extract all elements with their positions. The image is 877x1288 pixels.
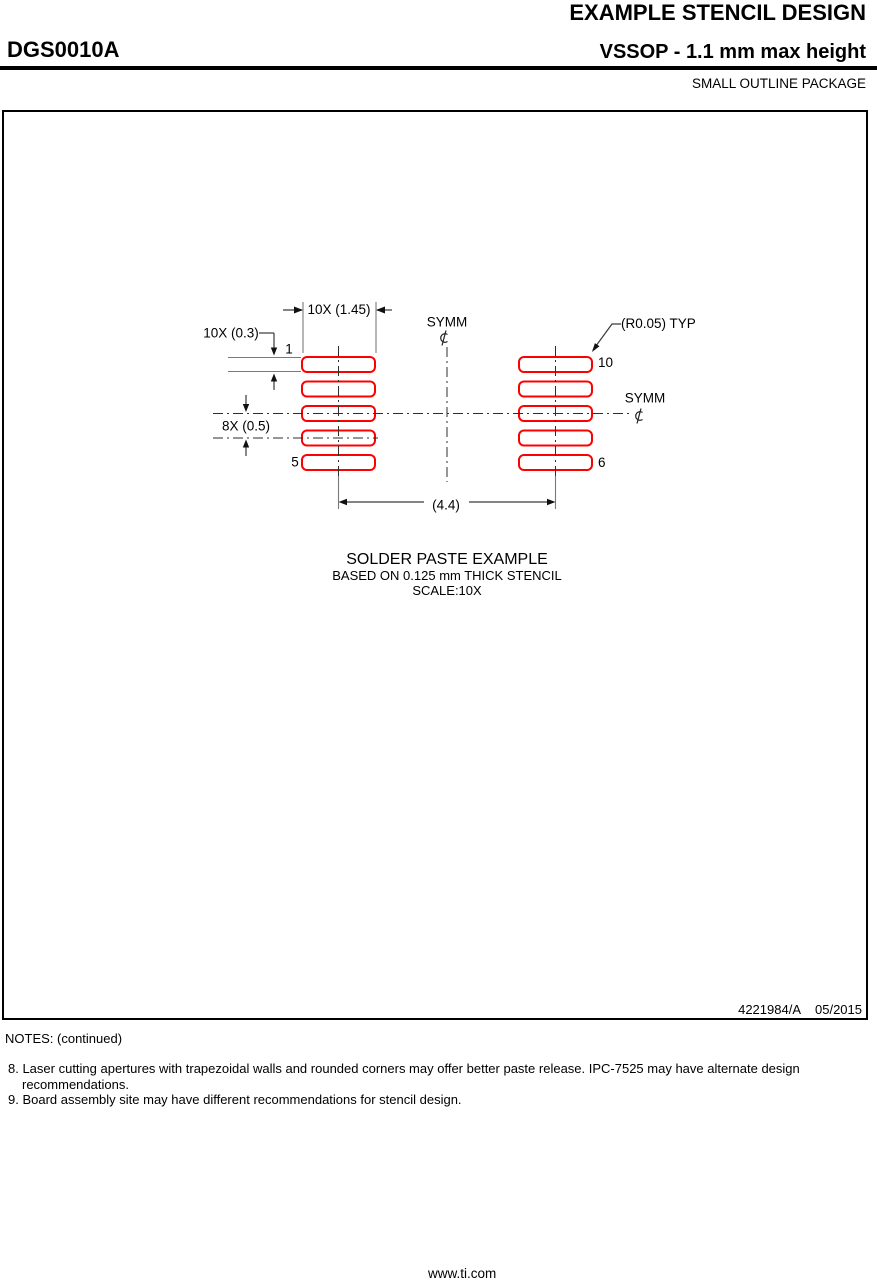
doc-number-date: 05/2015 bbox=[815, 1002, 862, 1017]
package-code: DGS0010A bbox=[7, 37, 120, 62]
pin-1-label: 1 bbox=[285, 341, 293, 357]
extension-lines bbox=[228, 302, 556, 509]
pin-10-label: 10 bbox=[598, 355, 614, 370]
note-item-9: 9. Board assembly site may have different recommendations for stencil design. bbox=[8, 1092, 462, 1107]
package-subtitle: VSSOP - 1.1 mm max height bbox=[599, 41, 866, 63]
doc-number-id: 4221984/A bbox=[738, 1002, 801, 1017]
centerline-symbol-icon bbox=[636, 409, 643, 424]
dim-pad-height-label: 10X (0.3) bbox=[203, 325, 259, 341]
symm-top-label: SYMM bbox=[426, 314, 468, 330]
package-type-label: SMALL OUTLINE PACKAGE bbox=[691, 76, 866, 91]
caption-scale: SCALE:10X bbox=[412, 583, 482, 598]
dim-pitch-label: 8X (0.5) bbox=[221, 418, 271, 434]
note-item-8: 8. Laser cutting apertures with trapezoidal walls and rounded corners may offer better paste release. IPC-7525 may have alternate design recommendations. bbox=[8, 1061, 800, 1092]
centerline-symbol-icon bbox=[441, 331, 448, 346]
pin-5-label: 5 bbox=[291, 454, 299, 470]
pin-6-label: 6 bbox=[598, 455, 606, 470]
notes-list bbox=[8, 1061, 856, 1108]
dim-pad-width-label: 10X (1.45) bbox=[307, 302, 371, 317]
notes-heading: NOTES: (continued) bbox=[5, 1031, 123, 1046]
caption-title: SOLDER PASTE EXAMPLE bbox=[346, 551, 548, 568]
page-title: EXAMPLE STENCIL DESIGN bbox=[569, 0, 866, 25]
dim-span-label: (4.4) bbox=[432, 497, 460, 513]
dim-radius-label: (R0.05) TYP bbox=[621, 316, 696, 331]
symm-right-label: SYMM bbox=[624, 390, 666, 406]
caption-stencil: BASED ON 0.125 mm THICK STENCIL bbox=[332, 568, 562, 583]
doc-number bbox=[738, 1002, 862, 1017]
ti-url[interactable]: www.ti.com bbox=[428, 1266, 497, 1281]
